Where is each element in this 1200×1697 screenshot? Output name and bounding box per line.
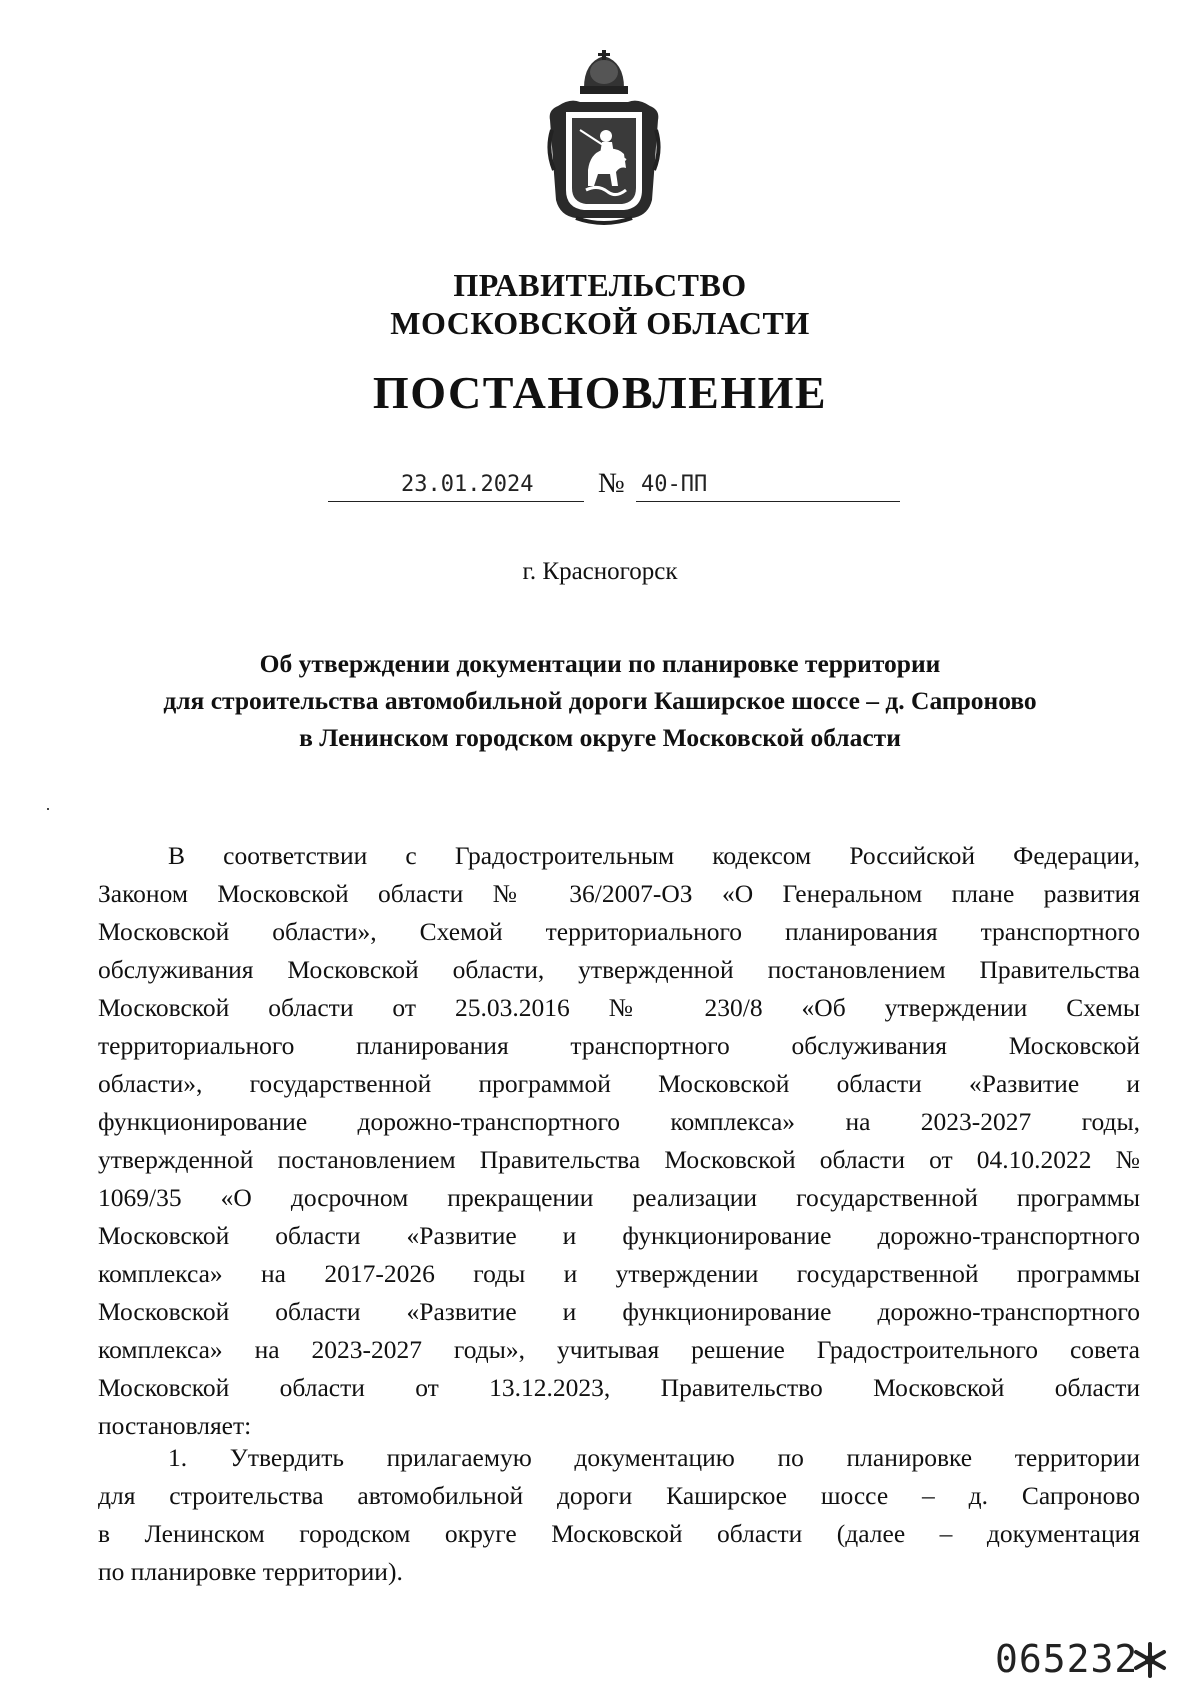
asterisk-icon [1130, 1640, 1170, 1680]
coat-of-arms-emblem [546, 50, 662, 228]
body-paragraph-2 [98, 1439, 1140, 1591]
document-number: 40-ПП [641, 472, 708, 497]
number-sign: № [598, 468, 625, 499]
body-line: постановляет: [98, 1411, 252, 1440]
body-line: Законом Московской области № 36/2007-ОЗ «О Генеральном плане развития [98, 879, 1140, 908]
date-number-line [0, 468, 1200, 504]
body-line: Московской области», Схемой территориального планирования транспортного [98, 917, 1140, 946]
document-type: ПОСТАНОВЛЕНИЕ [372, 367, 828, 418]
body-line: комплекса» на 2017-2026 годы и утверждении государственной программы [98, 1259, 1140, 1288]
city: г. Красногорск [522, 558, 678, 585]
body-line: В соответствии с Градостроительным кодексом Российской Федерации, [168, 841, 1140, 870]
number-underline [636, 501, 900, 502]
document-title [110, 645, 1090, 756]
title-line: Об утверждении документации по планировке территории [259, 649, 941, 678]
body-line: по планировке территории). [98, 1557, 403, 1586]
scan-speck [47, 808, 49, 810]
body-line: Московской области от 25.03.2016 № 230/8 «Об утверждении Схемы [98, 993, 1140, 1022]
organization-name-line1: ПРАВИТЕЛЬСТВО [453, 267, 747, 303]
document-date: 23.01.2024 [401, 472, 534, 497]
body-line: Московской области «Развитие и функционирование дорожно-транспортного [98, 1297, 1140, 1326]
body-paragraph-1 [98, 837, 1140, 1445]
body-line: в Ленинском городском округе Московской области (далее – документация [98, 1519, 1140, 1548]
title-line: в Ленинском городском округе Московской области [299, 723, 901, 752]
body-line: комплекса» на 2023-2027 годы», учитывая решение Градостроительного совета [98, 1335, 1140, 1364]
body-line: территориального планирования транспортного обслуживания Московской [98, 1031, 1140, 1060]
organization-name-line2: МОСКОВСКОЙ ОБЛАСТИ [390, 305, 810, 341]
body-line: обслуживания Московской области, утвержденной постановлением Правительства [98, 955, 1140, 984]
body-line: области», государственной программой Московской области «Развитие и [98, 1069, 1140, 1098]
title-line: для строительства автомобильной дороги Каширское шоссе – д. Сапроново [163, 686, 1037, 715]
date-underline [328, 501, 584, 502]
body-line: 1. Утвердить прилагаемую документацию по планировке территории [168, 1443, 1140, 1472]
body-line: Московской области от 13.12.2023, Правительство Московской области [98, 1373, 1140, 1402]
serial-number-stamp: 065232 [995, 1637, 1139, 1681]
body-line: функционирование дорожно-транспортного комплекса» на 2023-2027 годы, [98, 1107, 1140, 1136]
body-line: 1069/35 «О досрочном прекращении реализации государственной программы [98, 1183, 1140, 1212]
body-line: для строительства автомобильной дороги Каширское шоссе – д. Сапроново [98, 1481, 1140, 1510]
body-line: Московской области «Развитие и функционирование дорожно-транспортного [98, 1221, 1140, 1250]
body-line: утвержденной постановлением Правительства Московской области от 04.10.2022 № [98, 1145, 1140, 1174]
